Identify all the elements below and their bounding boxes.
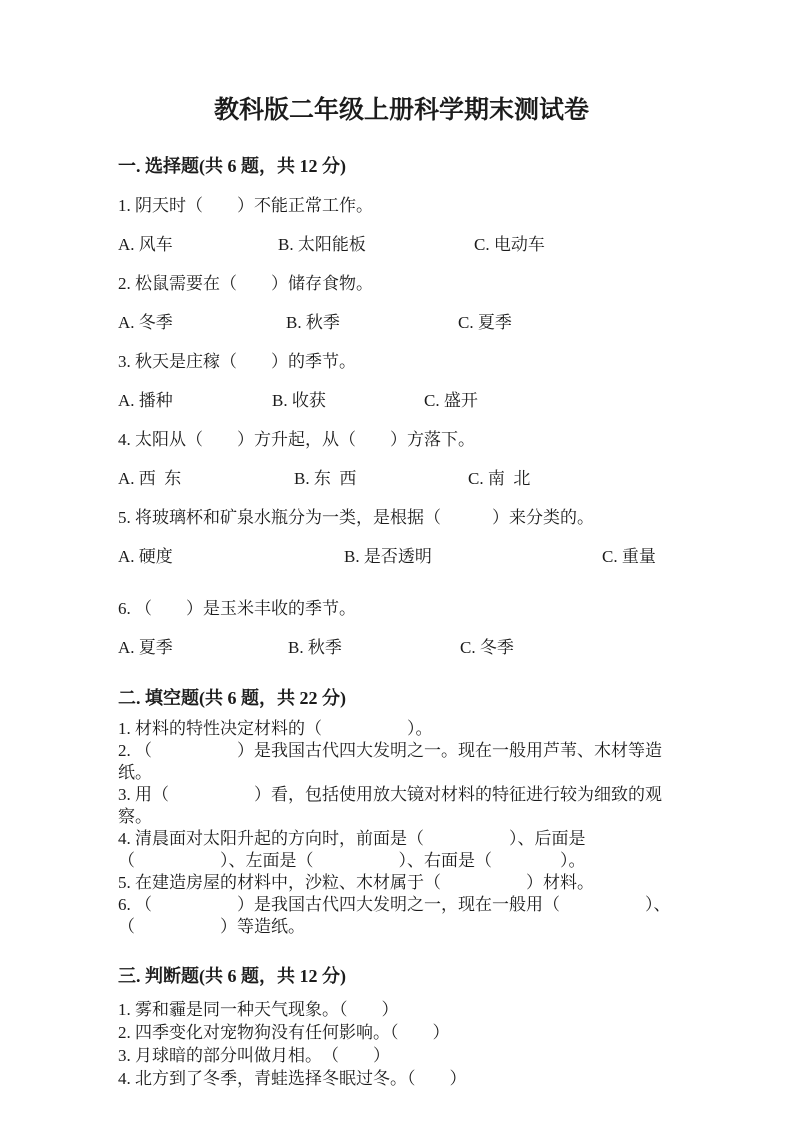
choice-q2-text: 2. 松鼠需要在（ ）储存食物。 bbox=[118, 274, 373, 293]
choice-q5-option-c: C. 重量 bbox=[602, 547, 656, 566]
judge-q3: 3. 月球暗的部分叫做月相。 （ ） bbox=[118, 1046, 390, 1065]
choice-q5-option-a: A. 硬度 bbox=[118, 547, 173, 566]
choice-q4-options bbox=[118, 467, 685, 491]
choice-q1-text: 1. 阴天时（ ）不能正常工作。 bbox=[118, 196, 373, 215]
fill-q5: 5. 在建造房屋的材料中，沙粒、木材属于（ ）材料。 bbox=[118, 873, 594, 892]
choice-q4-option-c: C. 南 北 bbox=[468, 469, 531, 488]
fill-q6-line-2: （ ）等造纸。 bbox=[118, 917, 305, 936]
judge-questions bbox=[118, 998, 685, 1090]
choice-q3-option-c: C. 盛开 bbox=[424, 391, 478, 410]
fill-questions bbox=[118, 718, 685, 938]
choice-q4-option-a: A. 西 东 bbox=[118, 469, 182, 488]
choice-q2-options bbox=[118, 311, 685, 335]
choice-q3-text: 3. 秋天是庄稼（ ）的季节。 bbox=[118, 352, 356, 371]
choice-q1-option-a: A. 风车 bbox=[118, 235, 173, 254]
choice-q1-option-b: B. 太阳能板 bbox=[278, 235, 366, 254]
section-heading-judge: 三. 判断题(共 6 题，共 12 分) bbox=[118, 966, 346, 986]
section-heading-choice: 一. 选择题(共 6 题，共 12 分) bbox=[118, 156, 346, 176]
fill-q4-line-1: 4. 清晨面对太阳升起的方向时，前面是（ ）、后面是 bbox=[118, 829, 586, 848]
choice-q6-text: 6. （ ）是玉米丰收的季节。 bbox=[118, 599, 356, 618]
judge-q2: 2. 四季变化对宠物狗没有任何影响。（ ） bbox=[118, 1023, 450, 1042]
choice-q6-option-b: B. 秋季 bbox=[288, 638, 342, 657]
choice-q1-option-c: C. 电动车 bbox=[474, 235, 545, 254]
choice-q5-option-b: B. 是否透明 bbox=[344, 547, 432, 566]
choice-q6-option-a: A. 夏季 bbox=[118, 638, 173, 657]
fill-q4-line-2: （ ）、左面是（ ）、右面是（ ）。 bbox=[118, 851, 586, 870]
judge-q4: 4. 北方到了冬季，青蛙选择冬眠过冬。（ ） bbox=[118, 1069, 467, 1088]
section-heading-fill: 二. 填空题(共 6 题，共 22 分) bbox=[118, 688, 346, 708]
fill-q6-line-1: 6. （ ）是我国古代四大发明之一，现在一般用（ ）、 bbox=[118, 895, 671, 914]
fill-q1: 1. 材料的特性决定材料的（ ）。 bbox=[118, 719, 433, 738]
choice-q3-option-a: A. 播种 bbox=[118, 391, 173, 410]
choice-q2-option-c: C. 夏季 bbox=[458, 313, 512, 332]
choice-q3-options bbox=[118, 389, 685, 413]
choice-q6-option-c: C. 冬季 bbox=[460, 638, 514, 657]
judge-q1: 1. 雾和霾是同一种天气现象。（ ） bbox=[118, 1000, 399, 1019]
choice-q6-options bbox=[118, 636, 685, 660]
choice-q4-text: 4. 太阳从（ ）方升起，从（ ）方落下。 bbox=[118, 430, 475, 449]
choice-q2-option-b: B. 秋季 bbox=[286, 313, 340, 332]
fill-q2: 2. （ ）是我国古代四大发明之一。现在一般用芦苇、木材等造纸。 bbox=[118, 741, 662, 782]
choice-q3-option-b: B. 收获 bbox=[272, 391, 326, 410]
page-title: 教科版二年级上册科学期末测试卷 bbox=[213, 97, 589, 124]
choice-q5-text: 5. 将玻璃杯和矿泉水瓶分为一类，是根据（ ）来分类的。 bbox=[118, 508, 594, 527]
choice-q2-option-a: A. 冬季 bbox=[118, 313, 173, 332]
choice-q5-options bbox=[118, 545, 685, 569]
choice-q4-option-b: B. 东 西 bbox=[294, 469, 357, 488]
fill-q3: 3. 用（ ）看，包括使用放大镜对材料的特征进行较为细致的观察。 bbox=[118, 785, 662, 826]
choice-q1-options bbox=[118, 233, 685, 257]
